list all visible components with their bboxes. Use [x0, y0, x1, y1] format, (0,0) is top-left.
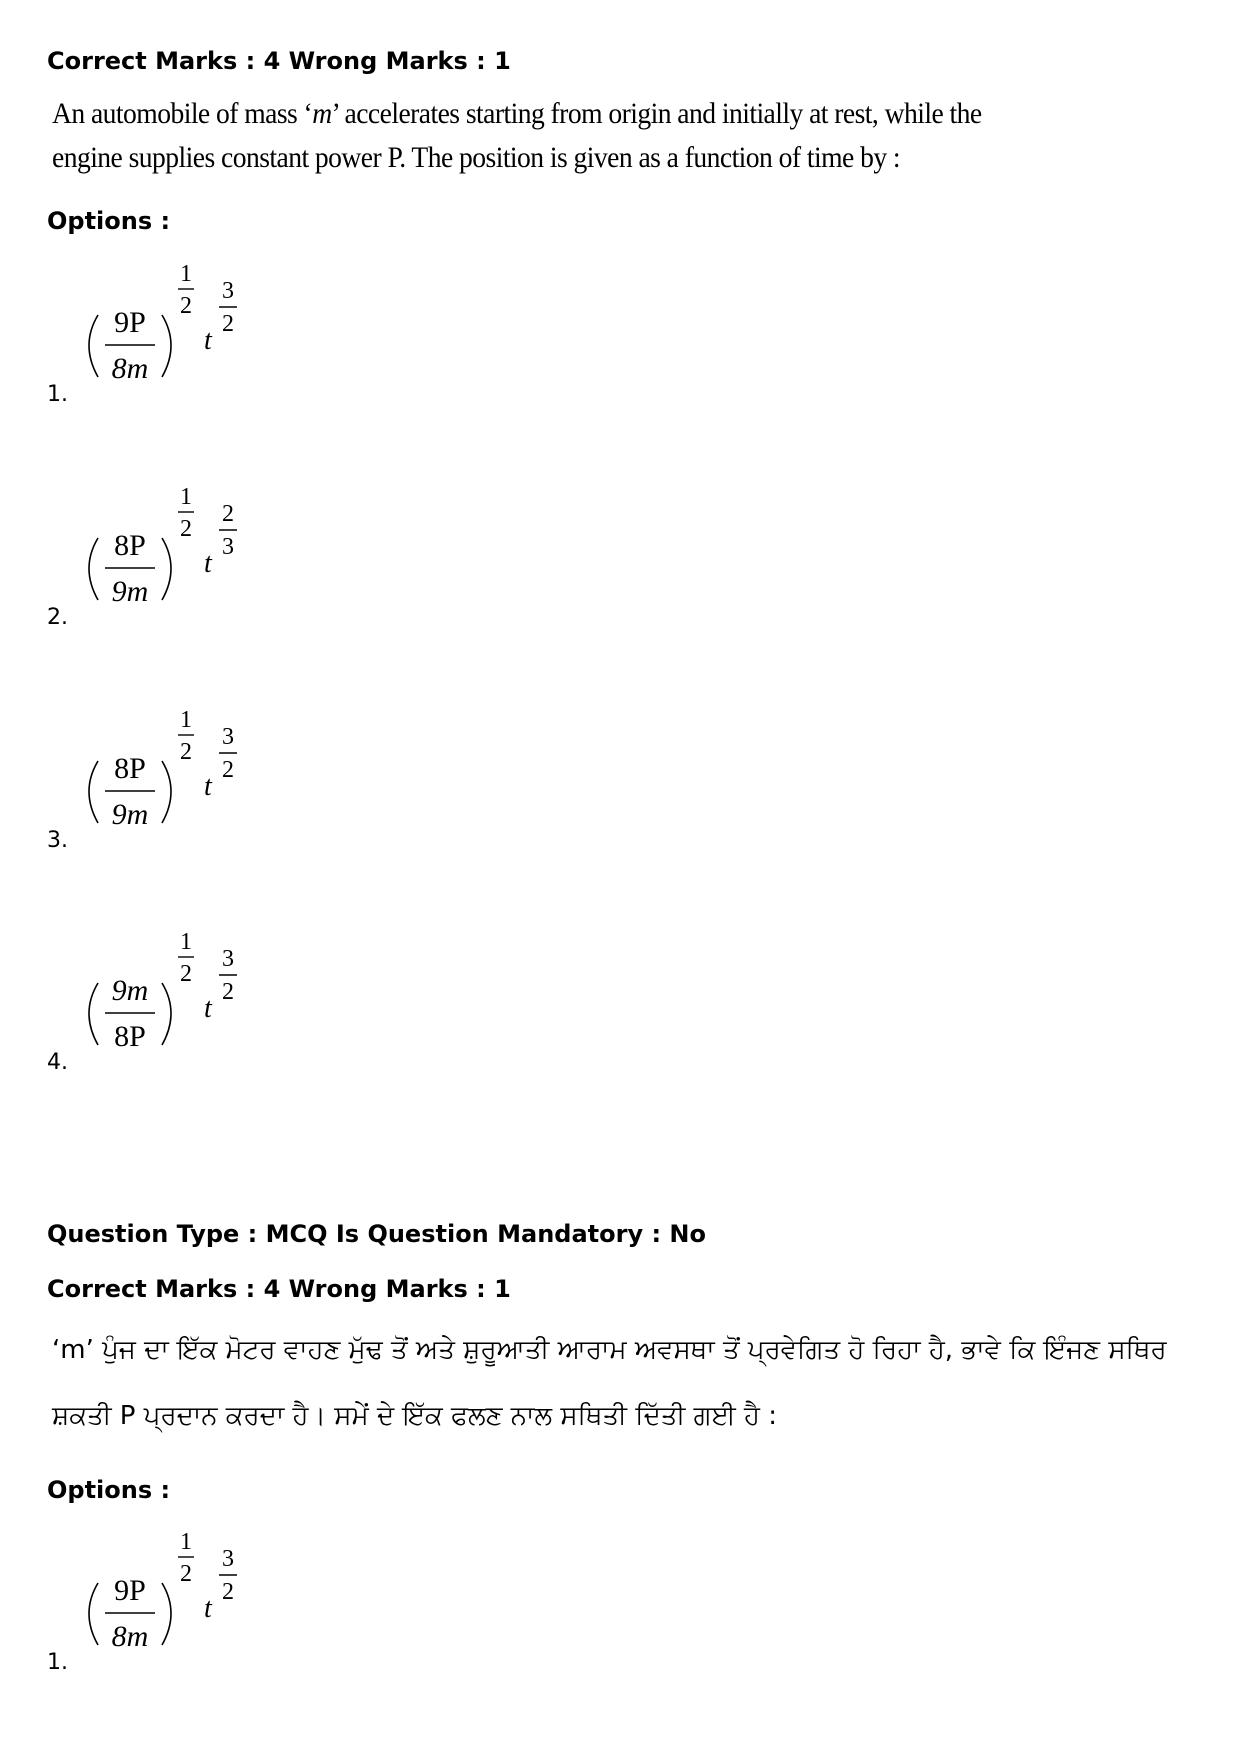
time-exponent-denominator: 3 — [222, 534, 234, 560]
time-exponent-numerator: 2 — [222, 501, 234, 527]
exponent-denominator: 2 — [180, 516, 192, 542]
option-formula[interactable] — [84, 478, 254, 618]
marks-line: Correct Marks : 4 Wrong Marks : 1 — [47, 1275, 511, 1303]
option-formula[interactable] — [84, 1523, 254, 1663]
time-exponent-numerator: 3 — [222, 724, 234, 750]
time-exponent-denominator: 2 — [222, 979, 234, 1005]
option-number[interactable]: 1. — [47, 382, 68, 407]
fraction-numerator: 8P — [114, 752, 146, 785]
fraction-denominator: 8P — [114, 1020, 146, 1053]
exponent-numerator: 1 — [180, 1529, 192, 1555]
time-variable: t — [204, 993, 212, 1024]
options-label: Options : — [47, 207, 171, 235]
time-exponent-denominator: 2 — [222, 757, 234, 783]
options-label: Options : — [47, 1476, 171, 1504]
time-exponent-numerator: 3 — [222, 1546, 234, 1572]
exponent-denominator: 2 — [180, 293, 192, 319]
fraction-denominator: 8m — [111, 352, 149, 385]
exponent-numerator: 1 — [180, 707, 192, 733]
exponent-denominator: 2 — [180, 1561, 192, 1587]
fraction-denominator: 8m — [111, 1620, 149, 1653]
time-exponent-numerator: 3 — [222, 946, 234, 972]
fraction-denominator: 9m — [111, 798, 149, 831]
fraction-numerator: 9P — [114, 306, 146, 339]
exponent-numerator: 1 — [180, 929, 192, 955]
time-variable: t — [204, 1593, 212, 1624]
marks-line: Correct Marks : 4 Wrong Marks : 1 — [47, 47, 511, 75]
option-number[interactable]: 2. — [47, 605, 68, 630]
question-text-punjabi-line-2: ਸ਼ਕਤੀ P ਪ੍ਰਦਾਨ ਕਰਦਾ ਹੈ। ਸਮੇਂ ਦੇ ਇੱਕ ਫਲਣ ਨਾਲ ਸਥਿਤੀ ਦਿੱਤੀ ਗਈ ਹੈ : — [52, 1401, 778, 1431]
time-variable: t — [204, 325, 212, 356]
time-variable: t — [204, 548, 212, 579]
exponent-numerator: 1 — [180, 484, 192, 510]
fraction-numerator: 9P — [114, 1574, 146, 1607]
option-formula[interactable] — [84, 923, 254, 1063]
time-exponent-numerator: 3 — [222, 278, 234, 304]
exponent-numerator: 1 — [180, 261, 192, 287]
fraction-numerator: 9m — [111, 974, 149, 1007]
exponent-denominator: 2 — [180, 961, 192, 987]
question-type-line: Question Type : MCQ Is Question Mandatory : No — [47, 1220, 706, 1248]
time-exponent-denominator: 2 — [222, 311, 234, 337]
question-text-line-1: An automobile of mass ‘m’ accelerates starting from origin and initially at rest, while the — [52, 97, 982, 130]
option-number[interactable]: 3. — [47, 828, 68, 853]
option-number[interactable]: 4. — [47, 1050, 68, 1075]
fraction-denominator: 9m — [111, 575, 149, 608]
time-variable: t — [204, 771, 212, 802]
question-text-line-2: engine supplies constant power P. The position is given as a function of time by : — [52, 141, 901, 174]
option-formula[interactable] — [84, 701, 254, 841]
exponent-denominator: 2 — [180, 739, 192, 765]
option-number[interactable]: 1. — [47, 1650, 68, 1675]
question-text-punjabi-line-1: ‘m’ ਪੁੰਜ ਦਾ ਇੱਕ ਮੋਟਰ ਵਾਹਣ ਮੁੱਢ ਤੋਂ ਅਤੇ ਸ਼ੁਰੂਆਤੀ ਆਰਾਮ ਅਵਸਥਾ ਤੋਂ ਪ੍ਰਵੇਗਿਤ ਹੋ ਰਿਹਾ ਹੈ, ਭਾਵੇ ਕਿ ਇੰਜਣ ਸਥਿਰ — [52, 1335, 1167, 1365]
fraction-numerator: 8P — [114, 529, 146, 562]
time-exponent-denominator: 2 — [222, 1579, 234, 1605]
option-formula[interactable] — [84, 255, 254, 395]
